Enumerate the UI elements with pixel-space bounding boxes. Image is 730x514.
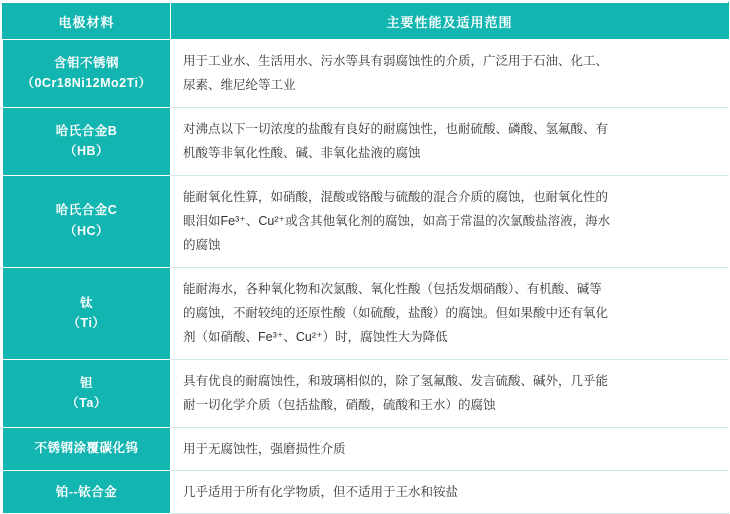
material-cell xyxy=(3,427,171,470)
description-cell xyxy=(171,470,729,513)
column-header-material: 电极材料 xyxy=(3,3,171,40)
description-line: 具有优良的耐腐蚀性，和玻璃相似的，除了氢氟酸、发言硫酸、碱外，几乎能 xyxy=(183,373,609,388)
description-line: 剂（如硝酸、Fe³⁺、Cu²⁺）时，腐蚀性大为降低 xyxy=(183,330,448,345)
description-cell xyxy=(171,175,729,267)
material-name: 哈氏合金C xyxy=(55,203,118,218)
material-name: 含钼不锈钢 xyxy=(53,55,119,70)
table-header-row xyxy=(3,3,729,40)
material-code: （Ti） xyxy=(67,316,106,331)
description-line: 对沸点以下一切浓度的盐酸有良好的耐腐蚀性，也耐硫酸、磷酸、氢氟酸、有 xyxy=(183,121,609,136)
material-name: 铂--铱合金 xyxy=(55,484,118,499)
description-line: 尿素、维尼纶等工业 xyxy=(183,78,296,93)
table-row xyxy=(3,267,729,359)
material-code: （Ta） xyxy=(66,396,107,411)
electrode-material-table xyxy=(2,2,729,514)
table-body xyxy=(3,40,729,514)
description-line: 的腐蚀 xyxy=(183,238,221,253)
description-cell xyxy=(171,107,729,175)
table-row xyxy=(3,359,729,427)
description-cell xyxy=(171,40,729,108)
description-cell xyxy=(171,359,729,427)
material-cell xyxy=(3,267,171,359)
material-cell xyxy=(3,359,171,427)
material-cell xyxy=(3,470,171,513)
table-row xyxy=(3,427,729,470)
material-code: （HB） xyxy=(63,144,110,159)
description-line: 机酸等非氧化性酸、碱、非氧化盐液的腐蚀 xyxy=(183,146,421,161)
description-line: 能耐海水，各种氧化物和次氯酸、氧化性酸（包括发烟硝酸）、有机酸、碱等 xyxy=(183,281,602,296)
material-name: 钽 xyxy=(79,375,93,390)
material-cell xyxy=(3,175,171,267)
table-row xyxy=(3,470,729,513)
description-line: 几乎适用于所有化学物质，但不适用于王水和铵盐 xyxy=(183,484,459,499)
table-row xyxy=(3,107,729,175)
description-line: 耐一切化学介质（包括盐酸，硝酸，硫酸和王水）的腐蚀 xyxy=(183,398,496,413)
description-cell xyxy=(171,427,729,470)
material-name: 钛 xyxy=(79,295,93,310)
column-header-description: 主要性能及适用范围 xyxy=(171,3,729,40)
description-line: 能耐氧化性算，如硝酸，混酸或铬酸与硫酸的混合介质的腐蚀，也耐氧化性的 xyxy=(183,189,609,204)
material-cell xyxy=(3,107,171,175)
description-line: 的腐蚀，不耐较纯的还原性酸（如硫酸，盐酸）的腐蚀。但如果酸中还有氧化 xyxy=(183,306,609,320)
material-code: （HC） xyxy=(63,224,110,239)
table-row xyxy=(3,40,729,108)
description-line: 用于无腐蚀性，强磨损性介质 xyxy=(183,441,346,456)
table-header xyxy=(3,3,729,40)
material-name: 不锈钢涂覆碳化钨 xyxy=(34,441,139,456)
material-cell xyxy=(3,40,171,108)
description-line: 眼泪如Fe³⁺、Cu²⁺或含其他氧化剂的腐蚀，如高于常温的次氯酸盐溶液，海水 xyxy=(183,213,611,228)
description-line: 用于工业水、生活用水、污水等具有弱腐蚀性的介质，广泛用于石油、化工、 xyxy=(183,54,609,68)
description-cell xyxy=(171,267,729,359)
material-code: （0Cr18Ni12Mo2Ti） xyxy=(21,76,152,91)
material-name: 哈氏合金B xyxy=(55,123,118,138)
table-row xyxy=(3,175,729,267)
